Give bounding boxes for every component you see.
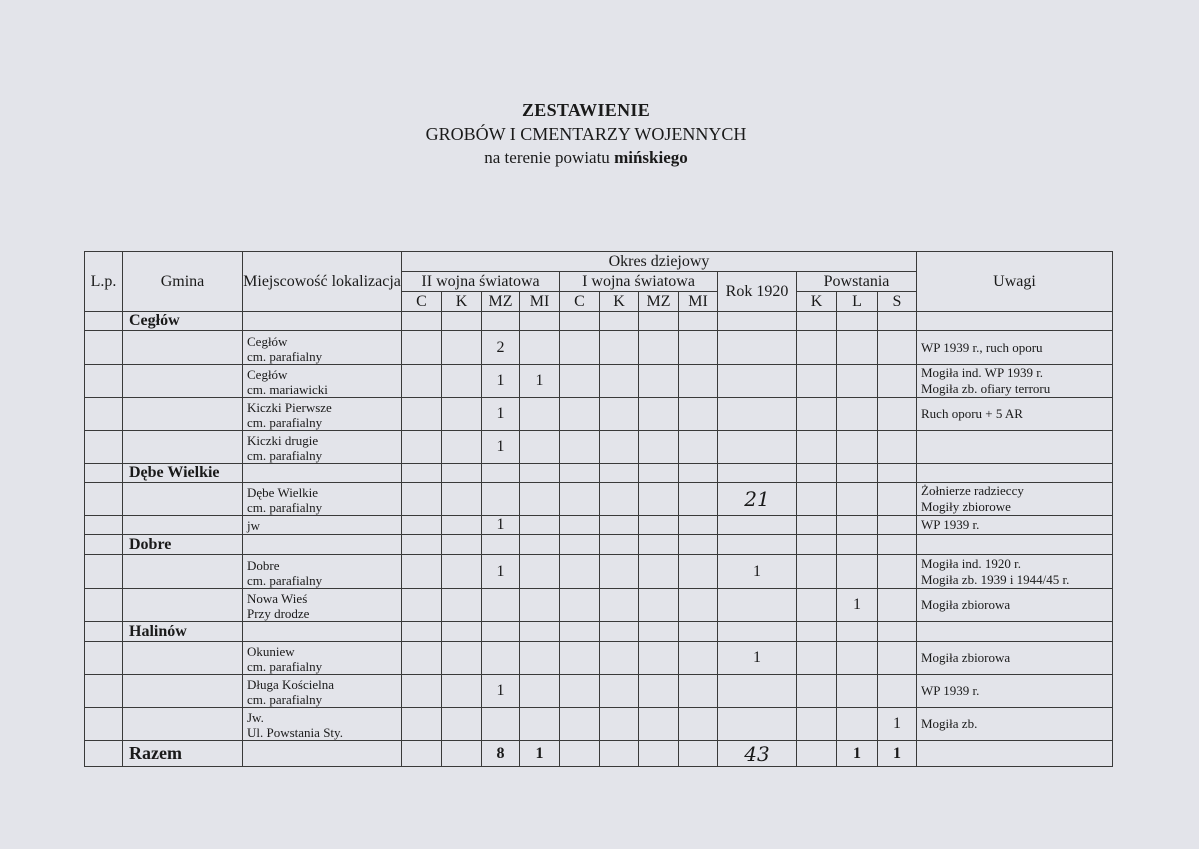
total-pow-s: 1 xyxy=(878,741,917,767)
place-cell xyxy=(243,675,402,708)
total-pow-l: 1 xyxy=(837,741,878,767)
note-line: Mogiła zbiorowa xyxy=(921,597,1011,612)
gmina-name: Cegłów xyxy=(123,312,243,331)
header-pow-l: L xyxy=(837,292,878,312)
total-ww2-mi: 1 xyxy=(520,741,560,767)
place-type: cm. parafialny xyxy=(247,659,323,674)
place-type: cm. parafialny xyxy=(247,349,323,364)
total-row xyxy=(85,741,1113,767)
place-name: Cegłów xyxy=(247,367,288,382)
place-name: Kiczki Pierwsze xyxy=(247,400,332,415)
place-cell xyxy=(243,398,402,431)
note-line: Mogiła zb. ofiary terroru xyxy=(921,381,1051,396)
header-ww2-k: K xyxy=(442,292,482,312)
table-row xyxy=(85,331,1113,365)
place-name: Jw. xyxy=(247,710,264,725)
table-row xyxy=(85,365,1113,398)
place-cell xyxy=(243,708,402,741)
table-row xyxy=(85,589,1113,622)
ww2-mi-cell: 1 xyxy=(520,365,560,398)
header-miejscowosc: Miejscowość lokalizacja xyxy=(243,252,402,312)
table-row xyxy=(85,642,1113,675)
header-ww2-c: C xyxy=(402,292,442,312)
gmina-row xyxy=(85,622,1113,642)
place-cell xyxy=(243,483,402,516)
pow-s-cell: 1 xyxy=(878,708,917,741)
ww2-mz-cell: 1 xyxy=(482,555,520,589)
location-prefix: na terenie powiatu xyxy=(484,148,615,167)
note-line: Mogiła zbiorowa xyxy=(921,650,1011,665)
header-ww1-mi: MI xyxy=(679,292,718,312)
place-name: Cegłów xyxy=(247,334,288,349)
header-ww2-mz: MZ xyxy=(482,292,520,312)
note-line: Mogiła zb. xyxy=(921,716,978,731)
note-line: Mogiła zb. 1939 i 1944/45 r. xyxy=(921,571,1070,587)
ww2-mz-cell: 1 xyxy=(482,431,520,464)
header-gmina: Gmina xyxy=(123,252,243,312)
header-pow-k: K xyxy=(797,292,837,312)
notes-cell xyxy=(917,331,1113,365)
notes-cell xyxy=(917,365,1113,398)
header-pow-s: S xyxy=(878,292,917,312)
pow-l-cell: 1 xyxy=(837,589,878,622)
note-line: Mogiła ind. WP 1939 r. xyxy=(921,365,1044,380)
total-label: Razem xyxy=(123,741,243,767)
header-ww1-k: K xyxy=(600,292,639,312)
place-name: Nowa Wieś xyxy=(247,591,308,606)
gmina-row xyxy=(85,464,1113,483)
ww2-mz-cell: 1 xyxy=(482,675,520,708)
table-row xyxy=(85,398,1113,431)
place-cell xyxy=(243,589,402,622)
header-okres: Okres dziejowy xyxy=(402,252,917,272)
rok1920-cell: 1 xyxy=(718,642,797,675)
notes-cell xyxy=(917,483,1113,516)
place-type: cm. parafialny xyxy=(247,573,323,588)
place-name: Okuniew xyxy=(247,644,295,659)
notes-cell xyxy=(917,589,1113,622)
place-type: cm. mariawicki xyxy=(247,382,328,397)
gmina-name: Dębe Wielkie xyxy=(123,464,243,483)
place-name: Długa Kościelna xyxy=(247,677,335,692)
gmina-row xyxy=(85,312,1113,331)
place-name: jw xyxy=(247,517,260,533)
notes-cell xyxy=(917,516,1113,535)
ww2-mz-cell: 1 xyxy=(482,398,520,431)
note-line: Mogiła ind. 1920 r. xyxy=(921,555,1022,571)
ww2-mz-cell: 1 xyxy=(482,516,520,535)
note-line: WP 1939 r. xyxy=(921,683,980,698)
header-uwagi: Uwagi xyxy=(917,252,1113,312)
doc-title: ZESTAWIENIE xyxy=(521,100,651,120)
place-type: cm. parafialny xyxy=(247,692,323,707)
header-row-1 xyxy=(85,252,1113,272)
place-cell xyxy=(243,365,402,398)
place-cell xyxy=(243,331,402,365)
ww2-mz-cell: 1 xyxy=(482,365,520,398)
notes-cell xyxy=(917,642,1113,675)
table-row xyxy=(85,431,1113,464)
header-rok1920: Rok 1920 xyxy=(718,272,797,312)
gmina-name: Halinów xyxy=(123,622,243,642)
table-row xyxy=(85,675,1113,708)
header-ww2-mi: MI xyxy=(520,292,560,312)
notes-cell xyxy=(917,555,1113,589)
total-rok1920: 43 xyxy=(718,741,797,767)
place-type: cm. parafialny xyxy=(247,415,323,430)
rok1920-cell: 21 xyxy=(718,483,797,516)
place-name: Dobre xyxy=(247,558,280,573)
place-cell xyxy=(243,642,402,675)
place-name: Kiczki drugie xyxy=(247,433,319,448)
place-cell xyxy=(243,516,402,535)
notes-cell xyxy=(917,675,1113,708)
gmina-name: Dobre xyxy=(123,535,243,555)
place-cell xyxy=(243,431,402,464)
place-type: Ul. Powstania Sty. xyxy=(247,725,343,740)
graves-table xyxy=(84,251,1113,767)
total-ww2-mz: 8 xyxy=(482,741,520,767)
document-header xyxy=(0,98,1172,170)
note-line: Mogiły zbiorowe xyxy=(921,499,1011,514)
note-line: Ruch oporu + 5 AR xyxy=(921,406,1023,421)
rok1920-cell: 1 xyxy=(718,555,797,589)
place-name: Dębe Wielkie xyxy=(247,485,319,500)
notes-cell xyxy=(917,708,1113,741)
note-line: WP 1939 r. xyxy=(921,517,980,532)
notes-cell xyxy=(917,398,1113,431)
place-type: cm. parafialny xyxy=(247,500,323,515)
header-ww2: II wojna światowa xyxy=(402,272,560,292)
place-type: Przy drodze xyxy=(247,606,310,621)
note-line: WP 1939 r., ruch oporu xyxy=(921,339,1043,355)
header-ww1: I wojna światowa xyxy=(560,272,718,292)
doc-subtitle-location xyxy=(0,146,1172,170)
place-cell xyxy=(243,555,402,589)
ww2-mz-cell: 2 xyxy=(482,331,520,365)
table-row xyxy=(85,483,1113,516)
table-row xyxy=(85,516,1113,535)
doc-subtitle: GROBÓW I CMENTARZY WOJENNYCH xyxy=(425,124,747,144)
table-row xyxy=(85,708,1113,741)
gmina-row xyxy=(85,535,1113,555)
header-ww1-mz: MZ xyxy=(639,292,679,312)
notes-cell xyxy=(917,431,1113,464)
note-line: Żołnierze radzieccy xyxy=(921,483,1024,498)
header-lp: L.p. xyxy=(85,252,123,312)
location-county: mińskiego xyxy=(614,148,688,167)
place-type: cm. parafialny xyxy=(247,448,323,463)
table-row xyxy=(85,555,1113,589)
header-ww1-c: C xyxy=(560,292,600,312)
header-powstania: Powstania xyxy=(797,272,917,292)
